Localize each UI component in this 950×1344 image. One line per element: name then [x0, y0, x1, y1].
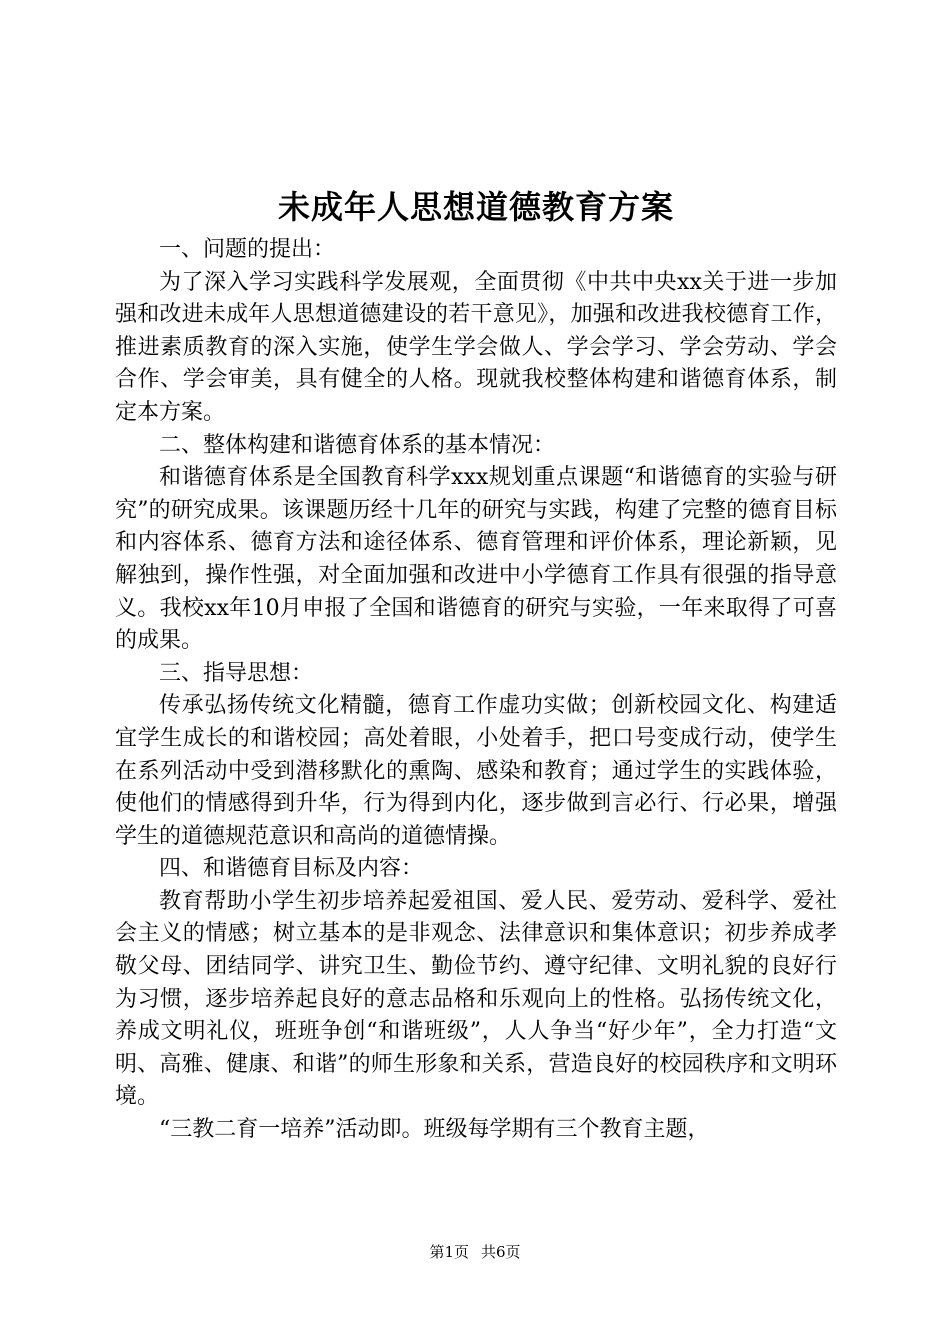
- section-paragraph: 教育帮助小学生初步培养起爱祖国、爱人民、爱劳动、爱科学、爱社会主义的情感；树立基本的是非观念、法律意识和集体意识；初步养成孝敬父母、团结同学、讲究卫生、勤俭节约、遵守纪律、文明礼貌的良好行为习惯，逐步培养起良好的意志品格和乐观向上的性格。弘扬传统文化，养成文明礼仪，班班争创“和谐班级”，人人争当“好少年”，全力打造“文明、高雅、健康、和谐”的师生形象和关系，营造良好的校园秩序和文明环境。: [115, 888, 837, 1110]
- section-4: [115, 853, 837, 1146]
- document-title: 未成年人思想道德教育方案: [277, 188, 674, 226]
- section-heading: 一、问题的提出：: [159, 237, 336, 262]
- page-footer: [0, 1242, 950, 1262]
- page-total: 共6页: [481, 1243, 521, 1261]
- section-2: [115, 430, 837, 658]
- section-heading: 三、指导思想：: [159, 660, 314, 686]
- document-page: [115, 180, 837, 1147]
- section-paragraph: “三教二育一培养”活动即。班级每学期有三个教育主题，: [159, 1117, 710, 1143]
- page-number: 第1页: [429, 1243, 469, 1261]
- section-3: [115, 658, 837, 854]
- section-paragraph: 和谐德育体系是全国教育科学xxx规划重点课题“和谐德育的实验与研究”的研究成果。该课题历经十几年的研究与实践，构建了完整的德育目标和内容体系、德育方法和途径体系、德育管理和评价体系，理论新颖，见解独到，操作性强，对全面加强和改进中小学德育工作具有很强的指导意义。我校xx年10月申报了全国和谐德育的研究与实验，一年来取得了可喜的成果。: [115, 465, 837, 654]
- section-heading: 二、整体构建和谐德育体系的基本情况：: [159, 432, 556, 458]
- section-heading: 四、和谐德育目标及内容：: [159, 856, 424, 882]
- section-paragraph: 为了深入学习实践科学发展观，全面贯彻《中共中央xx关于进一步加强和改进未成年人思想道德建设的若干意见》，加强和改进我校德育工作，推进素质教育的深入实施，使学生学会做人、学会学习、学会劳动、学会合作、学会审美，具有健全的人格。现就我校整体构建和谐德育体系，制定本方案。: [115, 269, 837, 425]
- section-paragraph: 传承弘扬传统文化精髓，德育工作虚功实做；创新校园文化、构建适宜学生成长的和谐校园；高处着眼，小处着手，把口号变成行动，使学生在系列活动中受到潜移默化的熏陶、感染和教育；通过学生的实践体验，使他们的情感得到升华，行为得到内化，逐步做到言必行、行必果，增强学生的道德规范意识和高尚的道德情操。: [115, 693, 837, 849]
- section-1: [115, 234, 837, 430]
